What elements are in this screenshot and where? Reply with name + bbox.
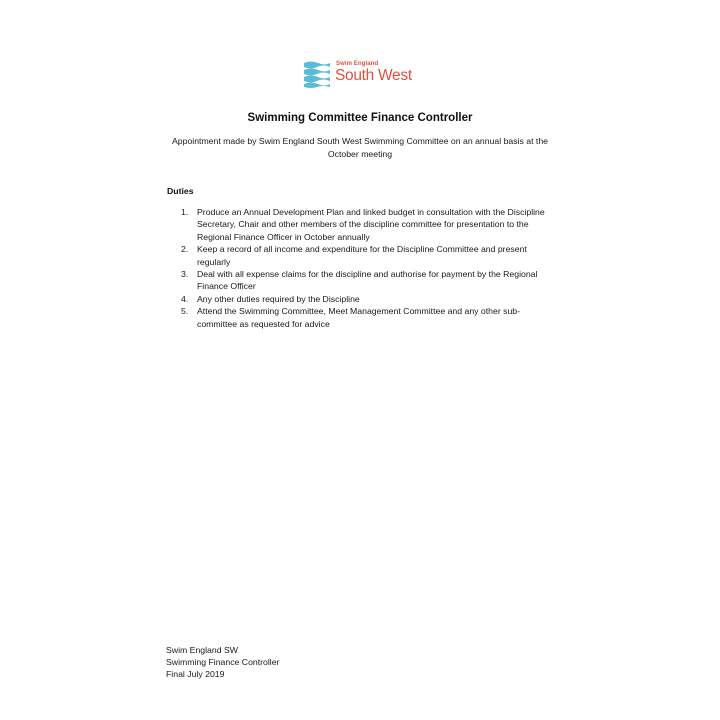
duty-item (181, 243, 553, 268)
duties-list (181, 206, 553, 330)
swim-england-south-west-logo (303, 60, 419, 88)
logo-text-south-west: South West (335, 67, 412, 84)
footer-role: Swimming Finance Controller (166, 657, 280, 668)
duty-text: Attend the Swimming Committee, Meet Management Committee and any other sub-committee as requested for advice (197, 306, 521, 329)
duty-item (181, 305, 553, 330)
document-footer (166, 644, 279, 681)
duty-text: Deal with all expense claims for the discipline and authorise for payment by the Regional Finance Officer (197, 269, 538, 292)
logo-text-swim-england: Swim England (336, 61, 379, 67)
duty-number: 2. (181, 244, 189, 255)
duty-text: Produce an Annual Development Plan and linked budget in consultation with the Discipline Secretary, Chair and other members of the discipline committee for presentation to the Regional Finance Officer in October annually (197, 207, 545, 242)
document-title: Swimming Committee Finance Controller (247, 112, 473, 124)
duty-item (181, 206, 553, 243)
duty-text: Any other duties required by the Discipline (197, 293, 360, 304)
appointment-intro: Appointment made by Swim England South West Swimming Committee on an annual basis at the October meeting (171, 136, 548, 159)
footer-organisation: Swim England SW (166, 645, 238, 655)
duty-item (181, 268, 553, 293)
duty-number: 5. (181, 306, 189, 317)
duty-number: 1. (181, 207, 189, 217)
footer-version: Final July 2019 (166, 669, 225, 680)
duty-number: 3. (181, 269, 189, 280)
duty-number: 4. (181, 293, 189, 304)
swim-england-waves-icon (303, 60, 331, 88)
duties-heading: Duties (167, 186, 194, 196)
duty-item (181, 293, 553, 305)
duty-text: Keep a record of all income and expenditure for the Discipline Committee and present regularly (197, 244, 527, 267)
